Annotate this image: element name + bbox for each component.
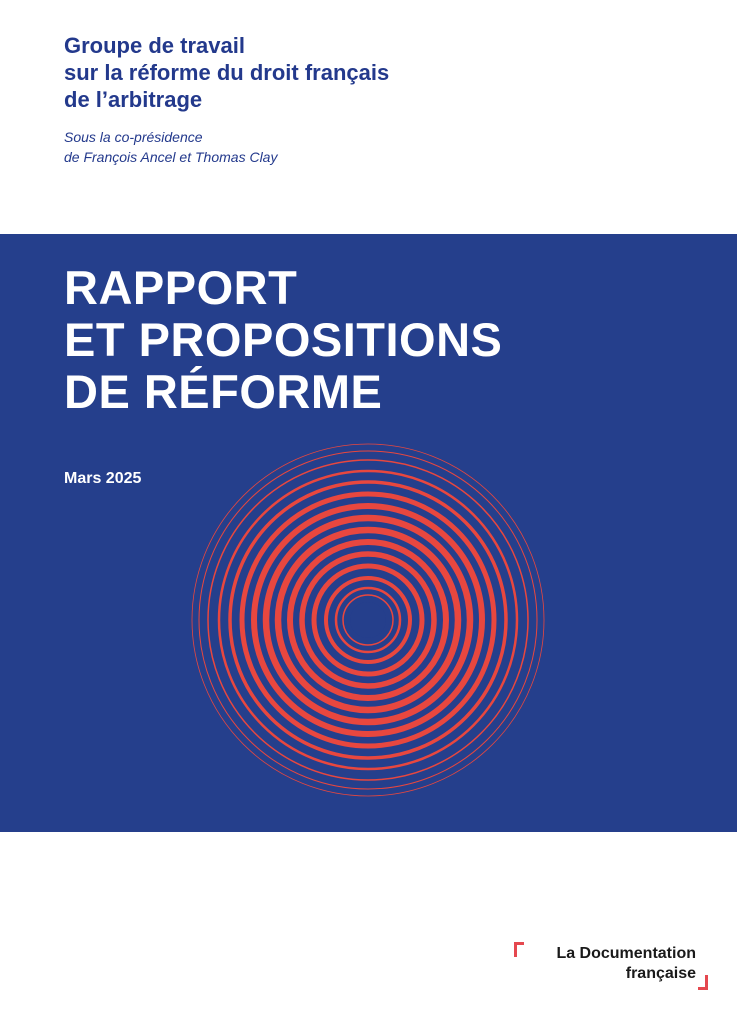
- logo-corner-mark-top-left: [514, 942, 524, 957]
- report-title-line: ET PROPOSITIONS: [64, 313, 503, 366]
- publisher-name-line: La Documentation: [556, 945, 696, 962]
- report-title-line: DE RÉFORME: [64, 365, 383, 418]
- working-group-title: [64, 32, 664, 113]
- concentric-rings-graphic: [190, 442, 546, 798]
- publisher-name-line: française: [625, 965, 696, 982]
- working-group-title-line: de l’arbitrage: [64, 87, 203, 112]
- logo-corner-mark-bottom-right: [698, 975, 708, 990]
- co-presidency-line: de François Ancel et Thomas Clay: [64, 149, 278, 165]
- report-title: [64, 262, 502, 418]
- working-group-title-line: Groupe de travail: [64, 33, 245, 58]
- rings-center-dot: [350, 602, 386, 638]
- working-group-title-line: sur la réforme du droit français: [64, 60, 390, 85]
- publisher-name: [556, 944, 696, 984]
- publication-date: Mars 2025: [64, 470, 142, 487]
- cover-band: [0, 234, 737, 832]
- co-presidency-line: Sous la co-présidence: [64, 129, 203, 145]
- header-block: [64, 32, 664, 167]
- publisher-logo: [514, 940, 710, 992]
- co-presidency-note: [64, 127, 664, 167]
- report-title-line: RAPPORT: [64, 261, 298, 314]
